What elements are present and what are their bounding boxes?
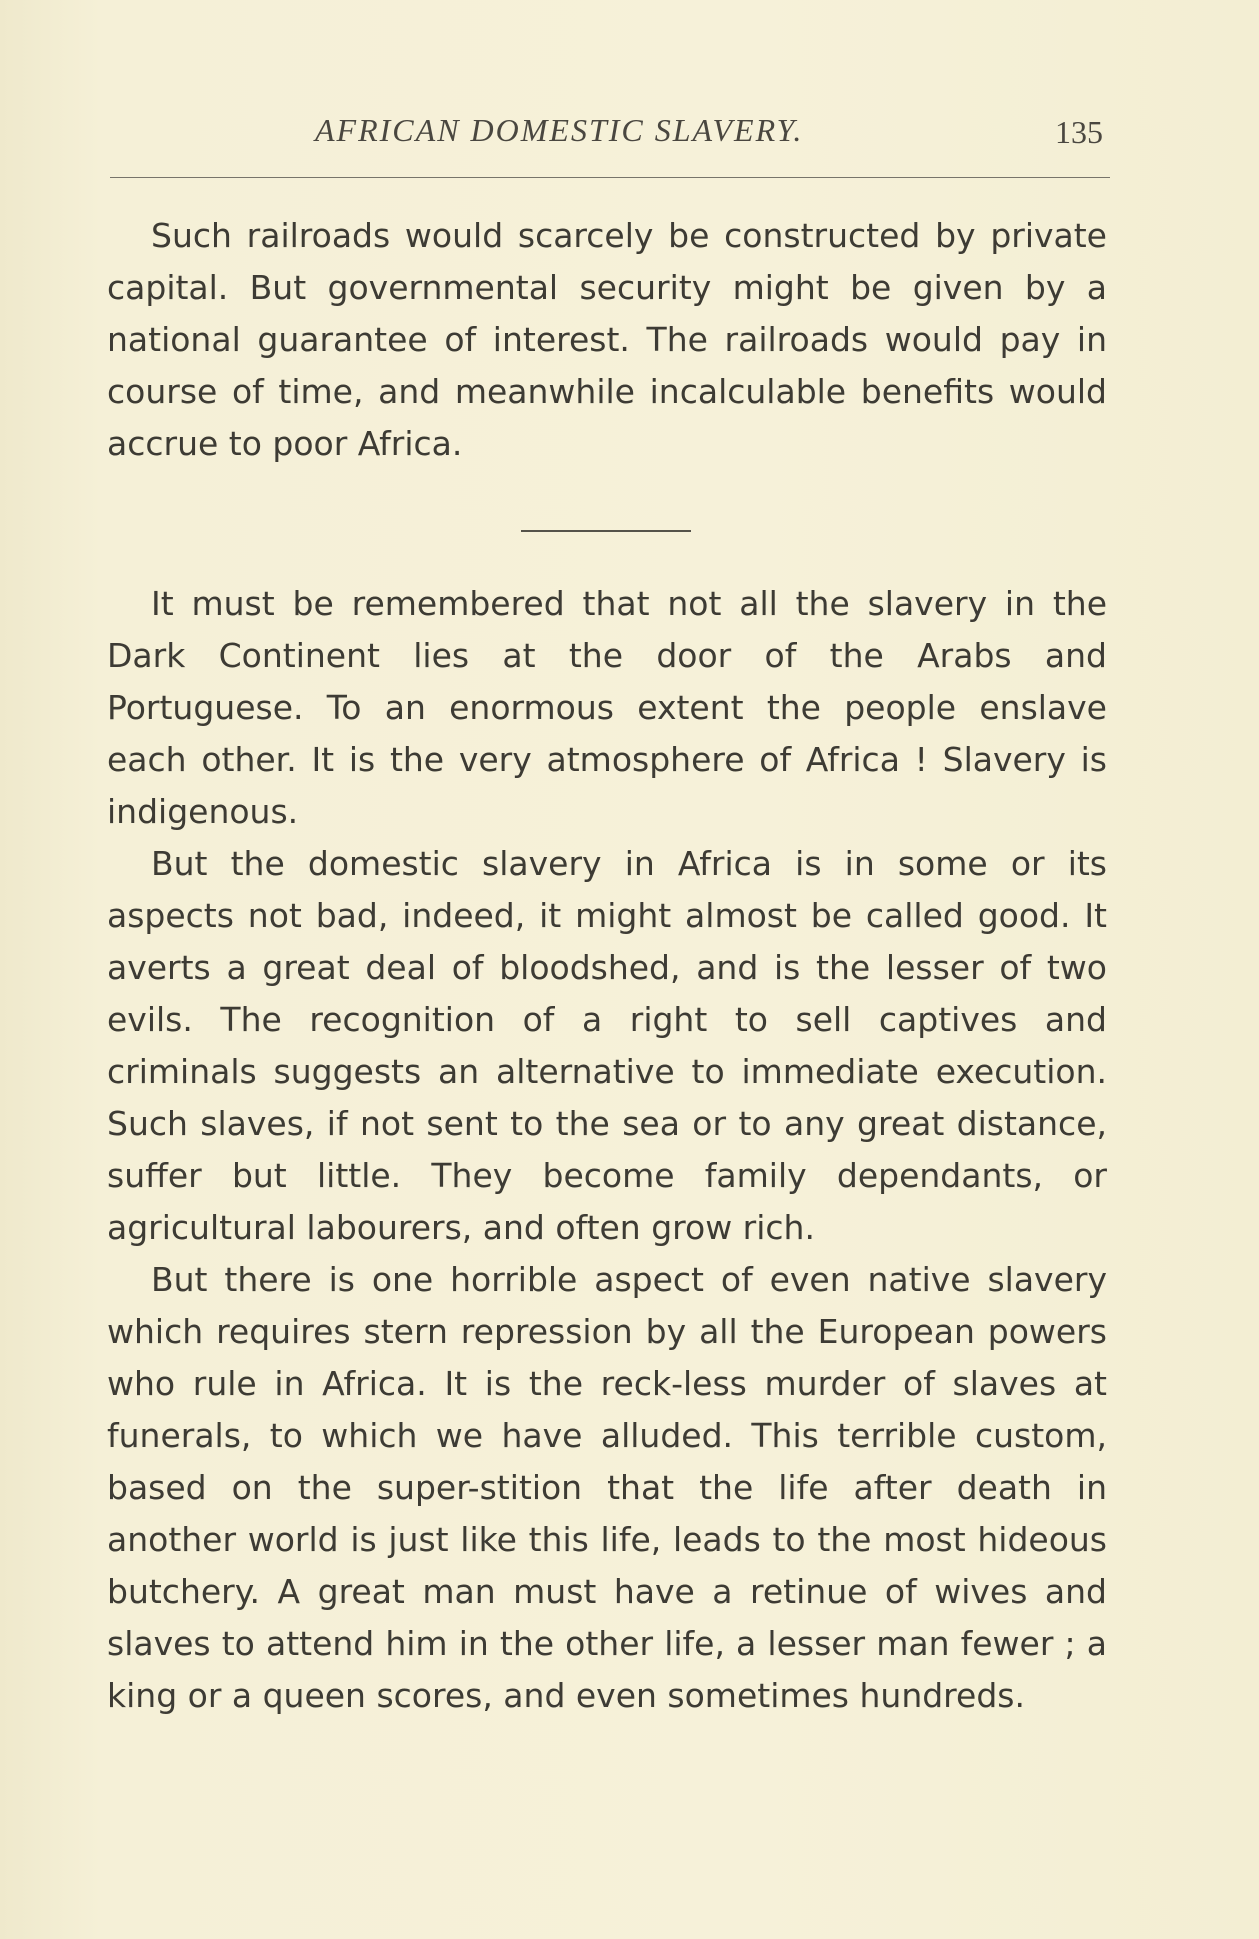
running-title: AFRICAN DOMESTIC SLAVERY. [315, 112, 804, 148]
text-block-railroads [107, 210, 1107, 470]
paragraph: It must be remembered that not all the slavery in the Dark Continent lies at the door of the Arabs and Portuguese. To an enormous extent the people enslave each other. It is the very atmosphere of Africa ! Slavery is indigenous. [107, 584, 1107, 831]
paragraph: But the domestic slavery in Africa is in some or its aspects not bad, indeed, it might almost be called good. It averts a great deal of bloodshed, and is the lesser of two evils. The recognition of a right to sell captives and criminals suggests an alternative to immediate execution. Such slaves, if not sent to the sea or to any great distance, suffer but little. They become family dependants, or agricultural labourers, and often grow rich. [107, 844, 1107, 1247]
text-block-domestic-slavery [107, 578, 1107, 1722]
running-head [110, 104, 1110, 154]
paragraph: Such railroads would scarcely be constructed by private capital. But governmental security might be given by a national guarantee of interest. The railroads would pay in course of time, and meanwhile incalculable benefits would accrue to poor Africa. [107, 216, 1107, 463]
paragraph: But there is one horrible aspect of even native slavery which requires stern repression by all the European powers who rule in Africa. It is the reck-less murder of slaves at funerals, to which we have alluded. This terrible custom, based on the super-stition that the life after death in another world is just like this life, leads to the most hideous butchery. A great man must have a retinue of wives and slaves to attend him in the other life, a lesser man fewer ; a king or a queen scores, and even sometimes hundreds. [107, 1260, 1107, 1715]
section-divider [521, 530, 691, 532]
header-rule [110, 177, 1110, 178]
page-number: 135 [1055, 114, 1103, 150]
